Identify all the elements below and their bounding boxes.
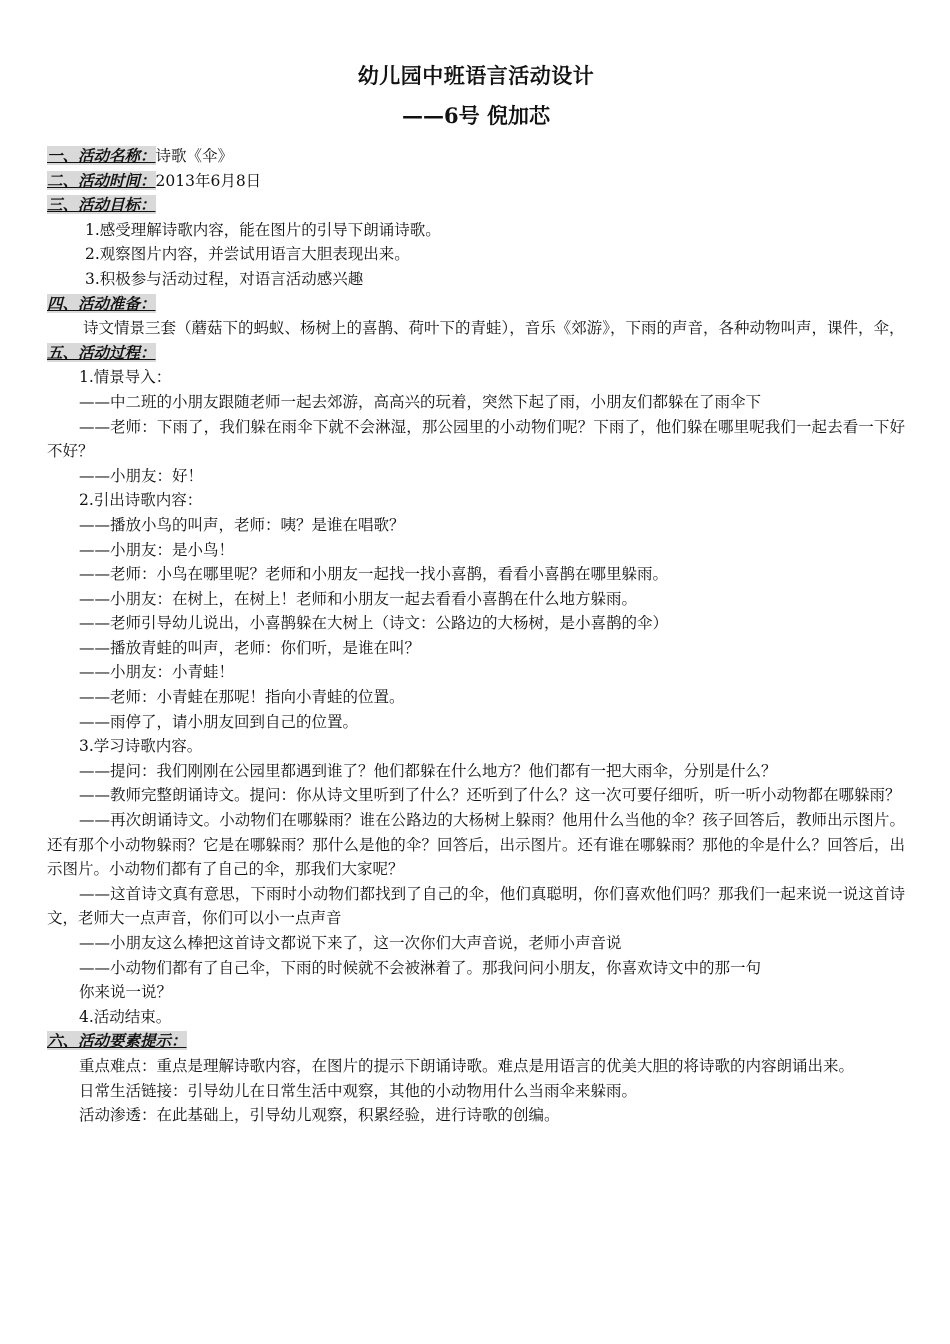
prep-text: 诗文情景三套（蘑菇下的蚂蚁、杨树上的喜鹊、荷叶下的青蛙），音乐《郊游》，下雨的声音，各种动物叫声，课件，伞， xyxy=(83,319,905,338)
section-goals xyxy=(47,193,905,218)
process-line: 1.情景导入： xyxy=(79,368,172,387)
process-line: ——老师：小青蛙在那呢！指向小青蛙的位置。 xyxy=(79,688,405,707)
section-time xyxy=(47,169,905,194)
process-line: ——雨停了，请小朋友回到自己的位置。 xyxy=(79,712,359,731)
process-line: ——中二班的小朋友跟随老师一起去郊游，高高兴的玩着，突然下起了雨，小朋友们都躲在了雨伞下 xyxy=(79,392,762,411)
goal-item: 3.积极参与活动过程，对语言活动感兴趣 xyxy=(85,269,364,288)
process-line: ——教师完整朗诵诗文。提问：你从诗文里听到了什么？还听到了什么？这一次可要仔细听，听一听小动物都在哪躲雨？ xyxy=(79,786,901,805)
section-prep xyxy=(47,292,905,317)
section-goals-label: 三、活动目标： xyxy=(47,195,156,215)
tips-line: 重点难点：重点是理解诗歌内容，在图片的提示下朗诵诗歌。难点是用语言的优美大胆的将诗歌的内容朗诵出来。 xyxy=(79,1056,855,1075)
section-name-value: 诗歌《伞》 xyxy=(155,147,234,165)
process-line: ——播放小鸟的叫声，老师：咦？是谁在唱歌？ xyxy=(79,515,405,534)
process-line: 2.引出诗歌内容： xyxy=(79,491,203,510)
process-line: ——播放青蛙的叫声，老师：你们听，是谁在叫？ xyxy=(79,638,421,657)
process-line: ——老师：下雨了，我们躲在雨伞下就不会淋湿，那公园里的小动物们呢？下雨了，他们躲在哪里呢我们一起去看一下好不好？ xyxy=(47,417,905,461)
process-line: 3.学习诗歌内容。 xyxy=(79,737,203,756)
section-tips-label: 六、活动要素提示： xyxy=(47,1031,187,1051)
section-time-value: 2013年6月8日 xyxy=(155,171,262,190)
section-process-label: 五、活动过程： xyxy=(47,342,156,362)
section-name-label: 一、活动名称： xyxy=(47,146,156,165)
process-line: ——小朋友：好！ xyxy=(79,466,204,485)
process-line: ——小动物们都有了自己伞，下雨的时候就不会被淋着了。那我问问小朋友，你喜欢诗文中的那一句 xyxy=(79,958,762,977)
section-name xyxy=(47,144,905,169)
document-title: 幼儿园中班语言活动设计 xyxy=(357,63,595,88)
process-line: 你来说一说？ xyxy=(79,983,173,1002)
process-line: ——提问：我们刚刚在公园里都遇到谁了？他们都躲在什么地方？他们都有一把大雨伞，分别是什么？ xyxy=(79,761,777,780)
document-subtitle: ——6号 倪加芯 xyxy=(402,103,550,128)
section-prep-label: 四、活动准备： xyxy=(47,293,156,313)
process-line: ——这首诗文真有意思，下雨时小动物们都找到了自己的伞，他们真聪明，你们喜欢他们吗？那我们一起来说一说这首诗文，老师大一点声音，你们可以小一点声音 xyxy=(47,884,905,928)
section-tips xyxy=(47,1029,905,1054)
tips-line: 活动渗透：在此基础上，引导幼儿观察，积累经验，进行诗歌的创编。 xyxy=(79,1106,560,1125)
goal-item: 1.感受理解诗歌内容，能在图片的引导下朗诵诗歌。 xyxy=(85,220,441,239)
process-line: ——再次朗诵诗文。小动物们在哪躲雨？谁在公路边的大杨树上躲雨？他用什么当他的伞？孩子回答后，教师出示图片。还有那个小动物躲雨？它是在哪躲雨？那什么是他的伞？回答后，出示图片。还有谁在哪躲雨？那他的伞是什么？回答后，出示图片。小动物们都有了自己的伞，那我们大家呢？ xyxy=(47,811,905,879)
process-line: ——老师：小鸟在哪里呢？老师和小朋友一起找一找小喜鹊，看看小喜鹊在哪里躲雨。 xyxy=(79,565,669,584)
tips-line: 日常生活链接：引导幼儿在日常生活中观察，其他的小动物用什么当雨伞来躲雨。 xyxy=(79,1081,638,1100)
section-time-label: 二、活动时间： xyxy=(47,170,156,190)
process-line: 4.活动结束。 xyxy=(79,1007,172,1026)
section-process xyxy=(47,341,905,366)
process-line: ——老师引导幼儿说出，小喜鹊躲在大树上（诗文：公路边的大杨树，是小喜鹊的伞） xyxy=(79,614,669,633)
process-line: ——小朋友：是小鸟！ xyxy=(79,540,235,559)
process-line: ——小朋友：在树上，在树上！老师和小朋友一起去看看小喜鹊在什么地方躲雨。 xyxy=(79,589,638,608)
goal-item: 2.观察图片内容，并尝试用语言大胆表现出来。 xyxy=(85,245,410,264)
process-line: ——小朋友：小青蛙！ xyxy=(79,663,235,682)
process-line: ——小朋友这么棒把这首诗文都说下来了，这一次你们大声音说，老师小声音说 xyxy=(79,934,622,952)
